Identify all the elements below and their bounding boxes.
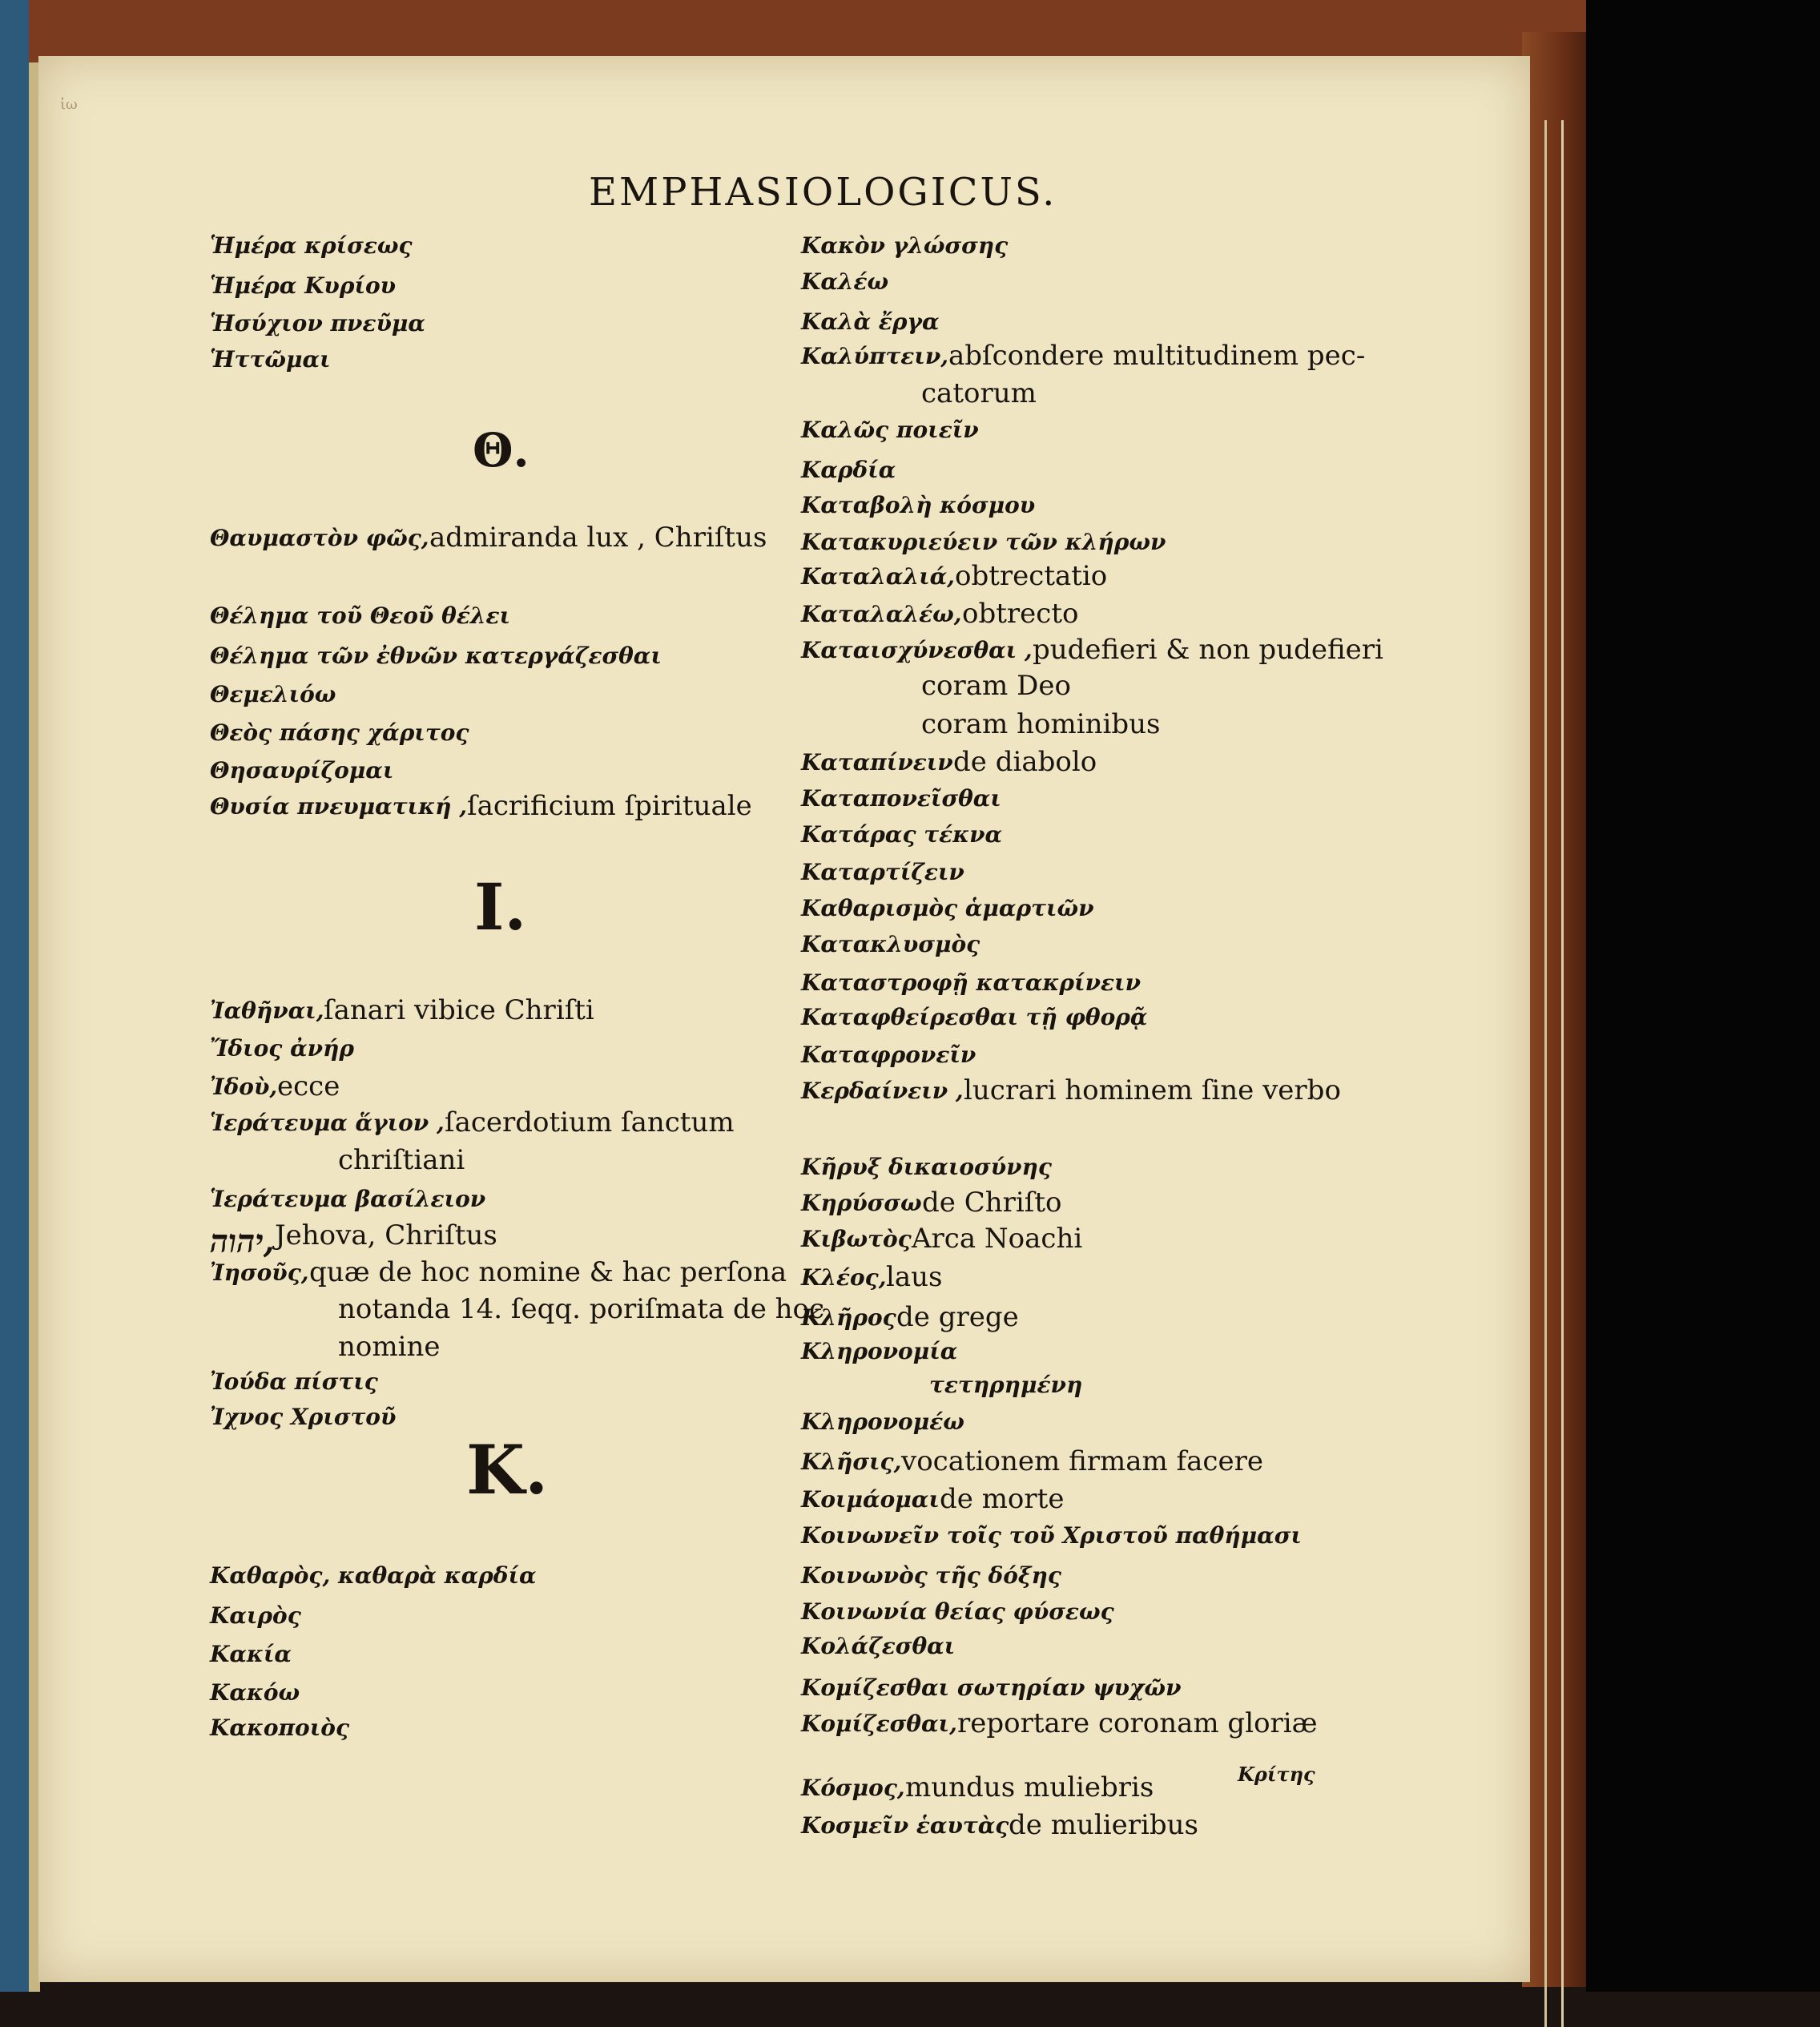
entry-term: Κοινωνεῖν τοῖς τοῦ Χριστοῦ παθήμασι [801, 1522, 1302, 1549]
entry-term: Ἴδιος ἀνήρ [210, 1035, 355, 1062]
entry-term: Θέλημα τοῦ Θεοῦ θέλει [210, 602, 511, 629]
entry-gloss: obtrecto [962, 598, 1079, 630]
entry-term: Κληρονομέω [801, 1408, 964, 1435]
entry-term: Ἰδοὺ, [210, 1074, 278, 1100]
entry-term: יהוה, [210, 1223, 275, 1260]
entry-term: Καταισχύνεσθαι , [801, 637, 1033, 663]
entry-term: Κακόω [210, 1679, 300, 1706]
running-head: EMPHASIOLOGICUS. [589, 170, 1057, 215]
entry-term: Καταλαλιά, [801, 563, 955, 590]
entry-term: Ἡσύχιον πνεῦμα [210, 310, 425, 336]
entry-gloss-continued: coram Deo [921, 670, 1071, 702]
entry-term: Ἡμέρα κρίσεως [210, 232, 413, 259]
entry-term: Θυσία πνευματική , [210, 793, 467, 820]
entry-term: Κομίζεσθαι, [801, 1711, 957, 1737]
entry-term: Κῆρυξ δικαιοσύνης [801, 1154, 1052, 1180]
entry-gloss-continued: nomine [338, 1331, 441, 1363]
entry-gloss: reportare coronam gloriæ [957, 1707, 1318, 1739]
entry-term: Ἱεράτευμα ἅγιον , [210, 1110, 445, 1136]
entry-gloss: Arca Noachi [912, 1223, 1083, 1255]
page-edge [1544, 120, 1564, 2027]
section-letter-theta: Θ. [473, 423, 529, 478]
book-edge-left [0, 0, 29, 1992]
background-right [1586, 0, 1820, 1992]
entry-term: Κοιμάομαι [801, 1486, 940, 1513]
entry-term: Θεμελιόω [210, 681, 336, 707]
entry-term: Ἰχνος Χριστοῦ [210, 1404, 397, 1430]
entry-term: Ἰαθῆναι, [210, 997, 324, 1024]
entry-term: Κλέος, [801, 1264, 887, 1291]
entry-term: Ἱεράτευμα βασίλειον [210, 1186, 486, 1212]
book-cover-top [29, 0, 1599, 62]
entry-term: τετηρημένη [929, 1372, 1083, 1398]
entry-term: Κλῆσις, [801, 1449, 902, 1475]
entry-gloss: ecce [277, 1070, 340, 1102]
entry-gloss-continued: notanda 14. ſeqq. poriſmata de hoc [338, 1293, 825, 1325]
entry-gloss: admiranda lux , Chriſtus [429, 522, 767, 554]
entry-gloss: ſacerdotium ſanctum [445, 1106, 735, 1138]
entry-term: Καταρτίζειν [801, 859, 964, 885]
entry-gloss: ſacrificium ſpirituale [467, 790, 752, 822]
section-letter-kappa: K. [466, 1430, 549, 1509]
entry-term: Κακὸν γλώσσης [801, 232, 1009, 259]
entry-term: Ἰούδα πίστις [210, 1368, 378, 1395]
entry-gloss-continued: chriſtiani [338, 1144, 465, 1176]
entry-term: Κατάρας τέκνα [801, 821, 1003, 848]
entry-gloss: pudefieri & non pudefieri [1033, 634, 1383, 666]
entry-term: Κομίζεσθαι σωτηρίαν ψυχῶν [801, 1674, 1182, 1701]
entry-term: Κατακυριεύειν τῶν κλήρων [801, 529, 1166, 555]
entry-gloss: lucrari hominem ſine verbo [964, 1074, 1341, 1106]
entry-term: Καταπίνειν [801, 749, 953, 776]
entry-term: Κλῆρος [801, 1304, 896, 1331]
entry-term: Θαυμαστὸν φῶς, [210, 525, 429, 551]
entry-gloss: de grege [896, 1301, 1019, 1333]
entry-gloss: obtrectatio [955, 560, 1108, 592]
entry-term: Καταβολὴ κόσμου [801, 492, 1036, 518]
entry-gloss-continued: catorum [921, 377, 1037, 409]
entry-term: Κακία [210, 1641, 292, 1667]
entry-term: Θέλημα τῶν ἐθνῶν κατεργάζεσθαι [210, 643, 662, 669]
entry-term: Ἡμέρα Κυρίου [210, 272, 397, 299]
entry-term: Κοινωνία θείας φύσεως [801, 1598, 1114, 1625]
entry-term: Ἡττῶμαι [210, 346, 331, 373]
entry-gloss: laus [886, 1261, 943, 1293]
entry-term: Κολάζεσθαι [801, 1633, 956, 1659]
entry-term: Καλέω [801, 268, 889, 295]
entry-gloss: de diabolo [953, 746, 1097, 778]
entry-term: Καταπονεῖσθαι [801, 785, 1001, 812]
entry-term: Καθαρισμὸς ἁμαρτιῶν [801, 895, 1094, 921]
entry-term: Κοινωνὸς τῆς δόξης [801, 1562, 1061, 1589]
entry-term: Κληρονομία [801, 1338, 958, 1364]
entry-term: Κερδαίνειν , [801, 1078, 964, 1104]
entry-term: Κηρύσσω [801, 1190, 922, 1216]
entry-term: Κιβωτὸς [801, 1226, 912, 1252]
entry-term: Καταστροφῇ κατακρίνειν [801, 969, 1141, 996]
entry-term: Θησαυρίζομαι [210, 757, 394, 784]
entry-term: Κακοποιὸς [210, 1715, 349, 1741]
entry-gloss-continued: coram hominibus [921, 708, 1161, 740]
entry-term: Καταφθείρεσθαι τῇ φθορᾷ [801, 1004, 1148, 1030]
entry-gloss: abſcondere multitudinem pec- [948, 340, 1366, 372]
entry-gloss: vocationem firmam facere [901, 1445, 1263, 1477]
section-letter-iota: I. [474, 869, 527, 945]
entry-gloss: Jehova, Chriſtus [275, 1219, 497, 1251]
catchword: Κρίτης [1238, 1763, 1315, 1786]
entry-term: Καλῶς ποιεῖν [801, 417, 979, 443]
entry-gloss: ſanari vibice Chriſti [324, 994, 594, 1026]
entry-term: Καιρὸς [210, 1602, 301, 1629]
entry-term: Καλὰ ἔργα [801, 308, 940, 335]
entry-term: Θεὸς πάσης χάριτος [210, 719, 469, 746]
entry-gloss: quæ de hoc nomine & hac perſona [309, 1256, 787, 1288]
entry-gloss: mundus muliebris [905, 1771, 1154, 1803]
entry-term: Καρδία [801, 457, 896, 483]
entry-term: Καλύπτειν, [801, 343, 949, 369]
entry-term: Κατακλυσμὸς [801, 931, 980, 957]
entry-term: Ἰησοῦς, [210, 1259, 309, 1286]
entry-term: Καταφρονεῖν [801, 1042, 976, 1068]
entry-term: Καταλαλέω, [801, 601, 962, 627]
entry-term: Καθαρὸς, καθαρὰ καρδία [210, 1562, 537, 1589]
entry-gloss: de morte [940, 1483, 1065, 1515]
corner-mark: ἰω [60, 96, 78, 113]
entry-gloss: de Chriſto [922, 1187, 1062, 1219]
entry-term: Κόσμος, [801, 1775, 905, 1801]
entry-term: Κοσμεῖν ἑαυτὰς [801, 1812, 1009, 1839]
entry-gloss: de mulieribus [1009, 1809, 1198, 1841]
